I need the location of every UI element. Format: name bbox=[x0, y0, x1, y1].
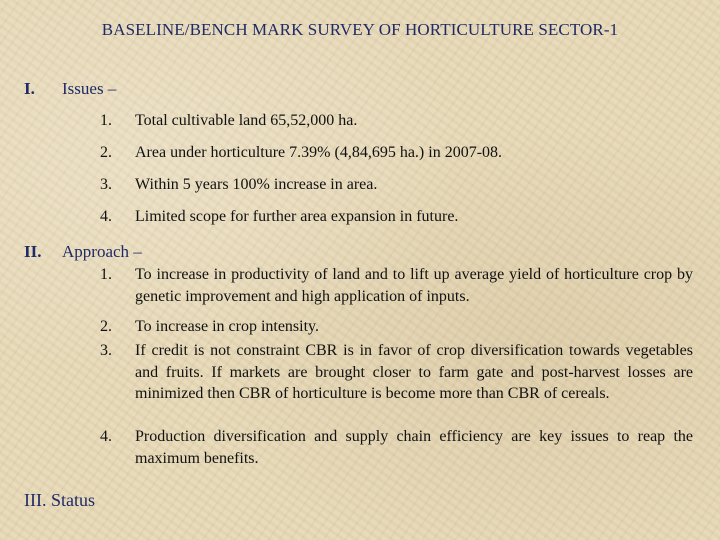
approach-item-3-text: If credit is not constraint CBR is in favor of crop diversification towards vegetables and fruits. If markets are brought closer to farm gate and post-harvest losses are minimized then CBR of horticulture is become more than CBR of cereals. bbox=[135, 342, 693, 402]
section-issues-heading: Issues – bbox=[62, 79, 117, 98]
approach-item-2-text: To increase in crop intensity. bbox=[135, 318, 320, 335]
section-approach-heading: Approach – bbox=[62, 242, 142, 261]
issues-item-3-number: 3. bbox=[100, 176, 112, 193]
approach-item-2-number: 2. bbox=[100, 318, 112, 335]
issues-item-1-text: Total cultivable land 65,52,000 ha. bbox=[135, 112, 358, 129]
issues-item-4-number: 4. bbox=[100, 208, 112, 225]
approach-item-4-number: 4. bbox=[100, 428, 112, 445]
issues-item-4-text: Limited scope for further area expansion in future. bbox=[135, 208, 459, 225]
section-approach-numeral: II. bbox=[24, 242, 42, 261]
issues-item-2-number: 2. bbox=[100, 144, 112, 161]
approach-item-1-number: 1. bbox=[100, 266, 112, 283]
approach-item-3-number: 3. bbox=[100, 342, 112, 359]
issues-item-1-number: 1. bbox=[100, 112, 112, 129]
approach-item-1-text: To increase in productivity of land and to lift up average yield of horticulture crop by genetic improvement and high application of inputs. bbox=[135, 266, 693, 305]
issues-item-2-text: Area under horticulture 7.39% (4,84,695 ha.) in 2007-08. bbox=[135, 144, 503, 161]
approach-item-4-text: Production diversification and supply chain efficiency are key issues to reap the maximum benefits. bbox=[135, 428, 693, 467]
page-title: BASELINE/BENCH MARK SURVEY OF HORTICULTURE SECTOR-1 bbox=[101, 20, 619, 39]
section-issues-numeral: I. bbox=[24, 79, 35, 98]
issues-item-3-text: Within 5 years 100% increase in area. bbox=[135, 176, 378, 193]
section-status-heading: III. Status bbox=[24, 490, 95, 510]
